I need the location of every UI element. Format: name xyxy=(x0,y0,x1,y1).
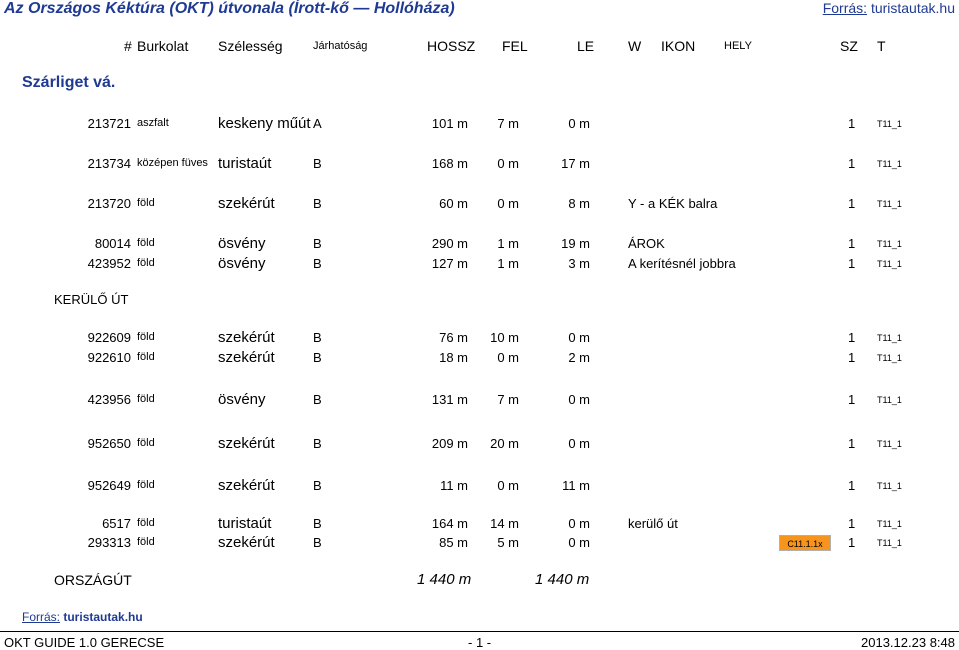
cell-pass: B xyxy=(313,330,322,345)
table-row xyxy=(0,116,959,134)
table-row xyxy=(0,392,959,410)
cell-up: 5 m xyxy=(497,535,519,550)
cell-surface: föld xyxy=(137,197,155,209)
table-row xyxy=(0,516,959,534)
cell-len: 85 m xyxy=(439,535,468,550)
cell-up: 1 m xyxy=(497,256,519,271)
cell-id: 213720 xyxy=(87,196,131,211)
cell-down: 0 m xyxy=(568,392,590,407)
cell-len: 18 m xyxy=(439,350,468,365)
cell-up: 20 m xyxy=(490,436,519,451)
cell-width: szekérút xyxy=(218,195,275,212)
cell-sz: 1 xyxy=(848,330,856,345)
cell-w: kerülő út xyxy=(628,516,678,531)
cell-w: Y - a KÉK balra xyxy=(628,196,718,211)
cell-t: T11_1 xyxy=(877,119,902,129)
cell-pass: B xyxy=(313,156,322,171)
cell-pass: B xyxy=(313,478,322,493)
cell-len: 60 m xyxy=(439,196,468,211)
cell-width: keskeny műút xyxy=(218,115,311,132)
cell-t: T11_1 xyxy=(877,159,902,169)
cell-id: 952650 xyxy=(87,436,131,451)
cell-id: 213734 xyxy=(87,156,131,171)
cell-id: 213721 xyxy=(87,116,131,131)
cell-pass: B xyxy=(313,516,322,531)
cell-surface: aszfalt xyxy=(137,117,169,129)
summary-label: ORSZÁGÚT xyxy=(54,572,132,588)
cell-sz: 1 xyxy=(848,478,856,493)
cell-up: 10 m xyxy=(490,330,519,345)
table-row xyxy=(0,156,959,174)
cell-len: 164 m xyxy=(431,516,468,531)
cell-width: turistaút xyxy=(218,515,272,532)
source-top[interactable] xyxy=(823,0,955,16)
cell-sz: 1 xyxy=(848,116,856,131)
table-row xyxy=(0,436,959,454)
table-row xyxy=(0,330,959,348)
cell-id: 423956 xyxy=(87,392,131,407)
cell-pass: B xyxy=(313,392,322,407)
cell-sz: 1 xyxy=(848,156,856,171)
cell-up: 14 m xyxy=(490,516,519,531)
cell-width: ösvény xyxy=(218,235,266,252)
icon-code-badge: C11.1.1x xyxy=(779,535,831,551)
cell-width: szekérút xyxy=(218,435,275,452)
cell-t: T11_1 xyxy=(877,259,902,269)
col-passability: Járhatóság xyxy=(313,40,368,52)
cell-up: 0 m xyxy=(497,156,519,171)
table-row xyxy=(0,256,959,274)
cell-surface: föld xyxy=(137,257,155,269)
cell-id: 423952 xyxy=(87,256,131,271)
document-title: Az Országos Kéktúra (OKT) útvonala (Írott-kő — Hollóháza) xyxy=(4,0,455,17)
cell-id: 80014 xyxy=(94,236,131,251)
cell-down: 2 m xyxy=(568,350,590,365)
cell-t: T11_1 xyxy=(877,395,902,405)
cell-pass: B xyxy=(313,236,322,251)
cell-pass: A xyxy=(313,116,322,131)
cell-down: 0 m xyxy=(568,535,590,550)
table-row xyxy=(0,196,959,214)
col-sz: SZ xyxy=(840,38,858,54)
cell-len: 168 m xyxy=(431,156,468,171)
col-down: LE xyxy=(577,38,595,54)
cell-sz: 1 xyxy=(848,350,856,365)
cell-width: ösvény xyxy=(218,391,266,408)
cell-t: T11_1 xyxy=(877,199,902,209)
cell-t: T11_1 xyxy=(877,538,902,548)
cell-surface: középen füves xyxy=(137,157,208,169)
cell-up: 7 m xyxy=(497,116,519,131)
summary-up: 1 440 m xyxy=(535,571,590,588)
cell-t: T11_1 xyxy=(877,333,902,343)
table-row xyxy=(0,236,959,254)
source-bottom[interactable] xyxy=(22,610,143,624)
cell-up: 0 m xyxy=(497,350,519,365)
cell-t: T11_1 xyxy=(877,353,902,363)
col-w: W xyxy=(628,38,642,54)
cell-len: 209 m xyxy=(431,436,468,451)
table-row xyxy=(0,535,959,553)
cell-surface: föld xyxy=(137,437,155,449)
cell-t: T11_1 xyxy=(877,439,902,449)
cell-id: 293313 xyxy=(87,535,131,550)
cell-pass: B xyxy=(313,436,322,451)
col-length: HOSSZ xyxy=(427,38,476,54)
cell-width: turistaút xyxy=(218,155,272,172)
cell-pass: B xyxy=(313,256,322,271)
cell-down: 11 m xyxy=(562,478,590,493)
cell-len: 127 m xyxy=(431,256,468,271)
cell-sz: 1 xyxy=(848,236,856,251)
cell-t: T11_1 xyxy=(877,481,902,491)
cell-len: 11 m xyxy=(440,478,468,493)
cell-surface: föld xyxy=(137,479,155,491)
cell-sz: 1 xyxy=(848,256,856,271)
cell-up: 0 m xyxy=(497,478,519,493)
cell-width: ösvény xyxy=(218,255,266,272)
col-hash: # xyxy=(124,38,132,54)
source-bottom-label: Forrás: xyxy=(22,610,61,624)
cell-id: 952649 xyxy=(87,478,131,493)
cell-pass: B xyxy=(313,196,322,211)
cell-sz: 1 xyxy=(848,436,856,451)
summary-length: 1 440 m xyxy=(417,571,472,588)
cell-down: 17 m xyxy=(561,156,590,171)
cell-down: 0 m xyxy=(568,516,590,531)
cell-width: szekérút xyxy=(218,477,275,494)
cell-sz: 1 xyxy=(848,535,856,550)
section-detour: KERÜLŐ ÚT xyxy=(54,292,129,307)
footer-page-number: - 1 - xyxy=(468,635,492,650)
cell-sz: 1 xyxy=(848,516,856,531)
cell-id: 922610 xyxy=(87,350,131,365)
source-bottom-value: turistautak.hu xyxy=(63,610,143,624)
col-up: FEL xyxy=(502,38,528,54)
col-place: HELY xyxy=(724,40,752,52)
col-width: Szélesség xyxy=(218,38,283,54)
cell-len: 101 m xyxy=(431,116,468,131)
table-row xyxy=(0,478,959,496)
cell-down: 0 m xyxy=(568,330,590,345)
cell-len: 131 m xyxy=(431,392,468,407)
footer-divider xyxy=(0,631,959,632)
cell-t: T11_1 xyxy=(877,519,902,529)
cell-down: 8 m xyxy=(568,196,590,211)
cell-id: 922609 xyxy=(87,330,131,345)
footer-timestamp: 2013.12.23 8:48 xyxy=(861,635,955,650)
cell-surface: föld xyxy=(137,517,155,529)
cell-pass: B xyxy=(313,535,322,550)
cell-up: 0 m xyxy=(497,196,519,211)
cell-width: szekérút xyxy=(218,329,275,346)
cell-surface: föld xyxy=(137,331,155,343)
source-top-label: Forrás: xyxy=(822,0,868,16)
cell-t: T11_1 xyxy=(877,239,902,249)
table-row xyxy=(0,350,959,368)
col-icon: IKON xyxy=(661,38,696,54)
cell-w: ÁROK xyxy=(628,236,665,251)
cell-w: A kerítésnél jobbra xyxy=(628,256,736,271)
cell-down: 0 m xyxy=(568,436,590,451)
col-surface: Burkolat xyxy=(137,38,189,54)
cell-up: 1 m xyxy=(497,236,519,251)
cell-surface: föld xyxy=(137,536,155,548)
cell-down: 3 m xyxy=(568,256,590,271)
cell-pass: B xyxy=(313,350,322,365)
cell-len: 290 m xyxy=(431,236,468,251)
col-t: T xyxy=(877,38,886,54)
start-location: Szárliget vá. xyxy=(22,74,116,91)
cell-surface: föld xyxy=(137,351,155,363)
cell-width: szekérút xyxy=(218,349,275,366)
cell-surface: föld xyxy=(137,237,155,249)
cell-len: 76 m xyxy=(439,330,468,345)
cell-down: 0 m xyxy=(568,116,590,131)
cell-up: 7 m xyxy=(497,392,519,407)
cell-surface: föld xyxy=(137,393,155,405)
cell-width: szekérút xyxy=(218,534,275,551)
source-top-value: turistautak.hu xyxy=(870,0,955,16)
cell-id: 6517 xyxy=(102,516,131,531)
cell-sz: 1 xyxy=(848,196,856,211)
cell-sz: 1 xyxy=(848,392,856,407)
cell-down: 19 m xyxy=(561,236,590,251)
footer-left: OKT GUIDE 1.0 GERECSE xyxy=(4,635,165,650)
